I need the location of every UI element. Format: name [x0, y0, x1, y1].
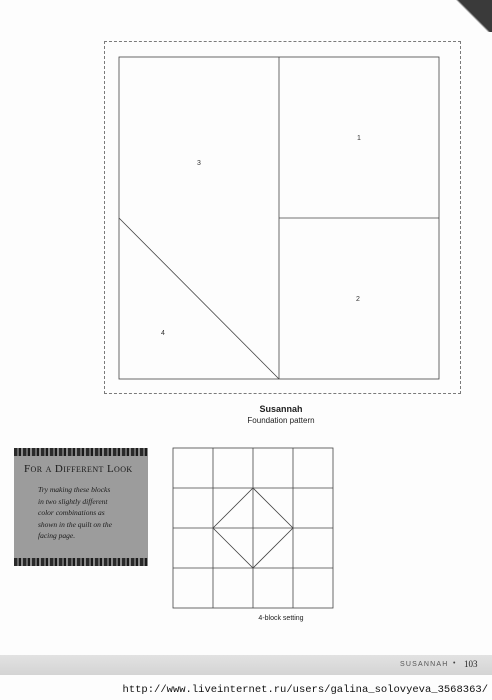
page-number: 103	[464, 659, 478, 669]
different-look-sidebar	[14, 448, 148, 566]
sidebar-top-border	[14, 448, 148, 456]
sidebar-text-line: Try making these blocks	[38, 485, 111, 494]
piece-label-3: 3	[197, 160, 201, 167]
piece-label-4: 4	[161, 330, 165, 337]
pattern-diagonal-seam	[119, 218, 279, 379]
sidebar-text-line: facing page.	[38, 531, 76, 540]
setting-caption: 4-block setting	[258, 615, 304, 622]
footer-bullet: •	[453, 660, 456, 667]
sidebar-bottom-border	[14, 558, 148, 566]
watermark-url[interactable]: http://www.liveinternet.ru/users/galina_solovyeva_3568363/	[122, 684, 488, 696]
sidebar-text-line: shown in the quilt on the	[38, 519, 112, 529]
four-block-setting-diagram	[173, 448, 333, 608]
piece-label-1: 1	[357, 135, 361, 142]
sidebar-title: For a Different Look	[24, 463, 133, 475]
piece-label-2: 2	[356, 296, 360, 303]
sidebar-text-line: color combinations as	[38, 508, 105, 517]
footer-chapter-name: SUSANNAH	[400, 661, 449, 668]
sidebar-text	[38, 484, 146, 542]
pattern-subtitle: Foundation pattern	[247, 416, 315, 425]
sidebar-text-line: in two slightly different	[38, 496, 108, 506]
pattern-title: Susannah	[259, 404, 303, 414]
